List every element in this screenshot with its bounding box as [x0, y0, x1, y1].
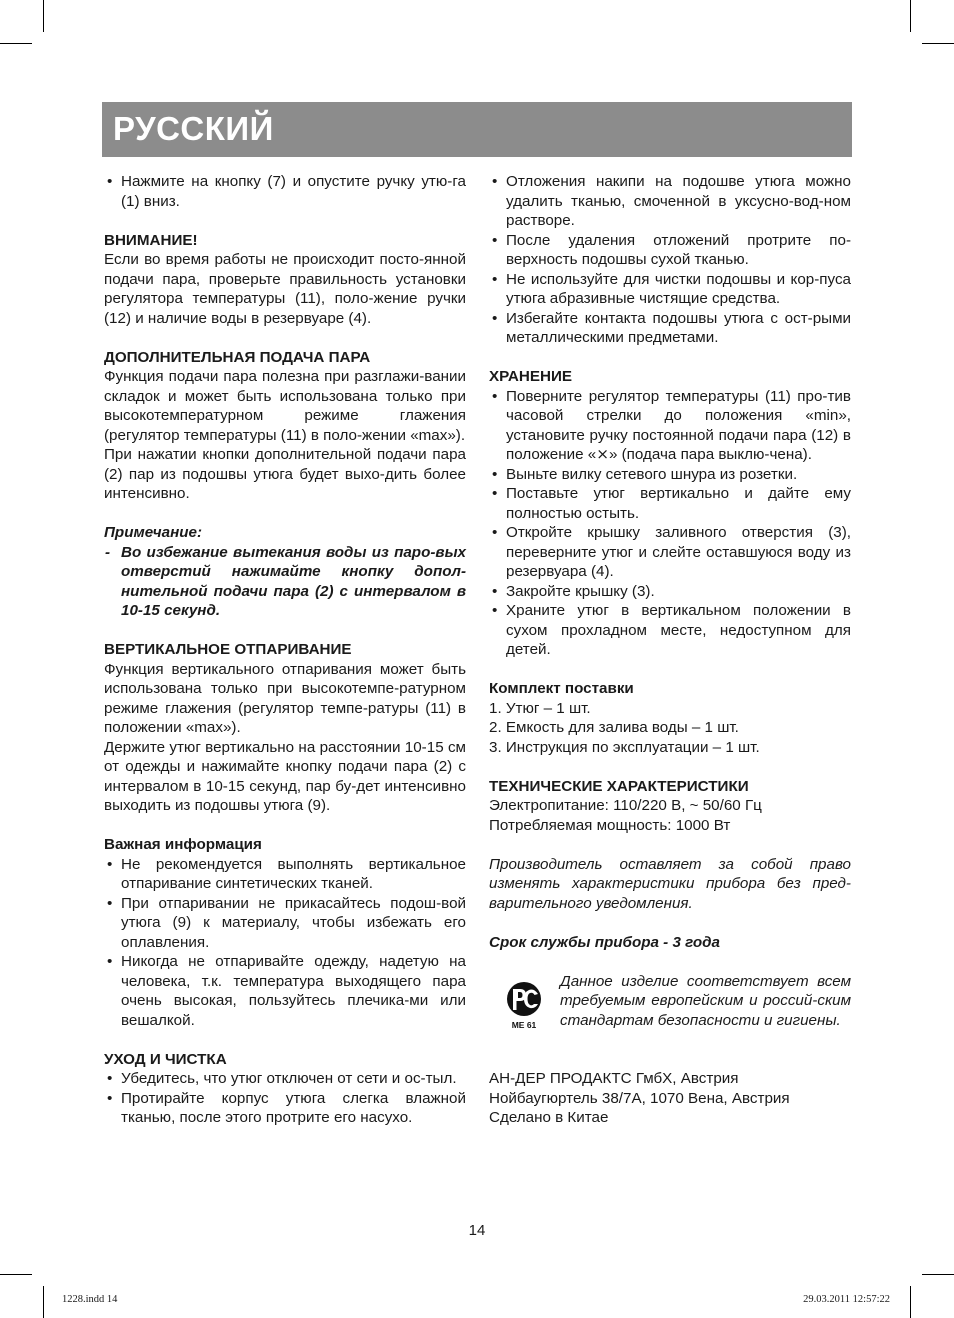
- logo-code: ME 61: [511, 1019, 537, 1030]
- package-list: [489, 699, 851, 758]
- certification-text: Данное изделие соответствует всем требуемым европейским и россий-ским стандартам безопасности и гигиены.: [560, 972, 851, 1029]
- important-list: [104, 855, 466, 1031]
- list-item: • При отпаривании не прикасайтесь подош-вой утюга (9) к материалу, чтобы избежать его оплавления.: [104, 894, 466, 953]
- paragraph: Функция подачи пара полезна при разглажи-вании складок и может быть использована только при высокотемпературном режиме глажения (регулятор температуры (11) в поло-жении «max»).: [104, 368, 466, 444]
- rst-certification-logo-icon: [501, 980, 547, 1030]
- crop-mark: [0, 43, 32, 44]
- crop-mark: [910, 1286, 911, 1318]
- crop-mark: [922, 43, 954, 44]
- crop-mark: [910, 0, 911, 32]
- care-continued-list: [489, 172, 851, 348]
- crop-mark: [922, 1274, 954, 1275]
- list-item: • Избегайте контакта подошвы утюга с ост-рыми металлическими предметами.: [489, 309, 851, 348]
- crop-mark: [43, 1286, 44, 1318]
- service-life: Срок службы прибора - 3 года: [489, 933, 720, 951]
- list-item: • Не рекомендуется выполнять вертикальное отпаривание синтетических тканей.: [104, 855, 466, 894]
- list-item: • Не используйте для чистки подошвы и кор-пуса утюга абразивные чистящие средства.: [489, 270, 851, 309]
- paragraph: Функция вертикального отпаривания может быть использована только при высокотемпе-ратурном режиме глажения (регулятор темпе-ратуры (11) в положении «max»).: [104, 660, 466, 736]
- important-heading: Важная информация: [104, 836, 262, 853]
- list-item: 1. Утюг – 1 шт.: [489, 699, 591, 717]
- page-number: 14: [468, 1222, 486, 1239]
- paragraph: При нажатии кнопки дополнительной подачи пара (2) пар из подошвы утюга будет выхо-дить более интенсивно.: [104, 446, 466, 502]
- paragraph: Держите утюг вертикально на расстоянии 10-15 см от одежды и нажимайте кнопку подачи пара (2) с интервалом в 10-15 секунд, пар бу-дет интенсивно выходить из подошвы утюга (9).: [104, 738, 466, 814]
- intro-list: [104, 172, 466, 211]
- note-list: [104, 543, 466, 621]
- manufacturer-line: АН-ДЕР ПРОДАКТС ГмбХ, Австрия: [489, 1070, 739, 1087]
- disclaimer: Производитель оставляет за собой право изменять характеристики прибора без пред-варительного уведомления.: [489, 855, 851, 912]
- list-item: • Выньте вилку сетевого шнура из розетки.: [489, 465, 851, 485]
- list-item: • Убедитесь, что утюг отключен от сети и ос-тыл.: [104, 1069, 466, 1089]
- list-item: • Закройте крышку (3).: [489, 582, 851, 602]
- slug-date: 29.03.2011 12:57:22: [803, 1294, 890, 1305]
- storage-heading: ХРАНЕНИЕ: [489, 368, 573, 385]
- attention-heading: ВНИМАНИЕ!: [104, 231, 198, 249]
- language-banner: [102, 102, 852, 157]
- spec-line: Электропитание: 110/220 В, ~ 50/60 Гц: [489, 797, 762, 814]
- specs-heading: ТЕХНИЧЕСКИЕ ХАРАКТЕРИСТИКИ: [489, 777, 749, 795]
- vertical-steam-heading: ВЕРТИКАЛЬНОЕ ОТПАРИВАНИЕ: [104, 641, 352, 658]
- list-item: • После удаления отложений протрите по-верхность подошвы сухой тканью.: [489, 231, 851, 270]
- list-item: • Никогда не отпаривайте одежду, надетую на человека, т.к. температура выходящего пара очень высокая, пользуйтесь плечика-ми или вешалкой.: [104, 952, 466, 1030]
- crop-mark: [43, 0, 44, 32]
- certification-block: [489, 972, 851, 1050]
- manufacturer-line: Сделано в Китае: [489, 1109, 609, 1126]
- care-list: [104, 1069, 466, 1128]
- list-item: • Протирайте корпус утюга слегка влажной тканью, после этого протрите его насухо.: [104, 1089, 466, 1128]
- list-item: 3. Инструкция по эксплуатации – 1 шт.: [489, 738, 760, 756]
- spec-line: Потребляемая мощность: 1000 Вт: [489, 816, 731, 834]
- care-heading: УХОД И ЧИСТКА: [104, 1050, 227, 1068]
- list-item: • Храните утюг в вертикальном положении в сухом прохладном месте, недоступном для детей.: [489, 601, 851, 660]
- list-item: - Во избежание вытекания воды из паро-вых отверстий нажимайте кнопку допол-нительной подачи пара (2) с интервалом в 10-15 секунд.: [104, 543, 466, 621]
- list-item: • Нажмите на кнопку (7) и опустите ручку утю-га (1) вниз.: [104, 172, 466, 211]
- note-heading: Примечание:: [104, 524, 203, 541]
- storage-list: [489, 387, 851, 660]
- package-heading: Комплект поставки: [489, 680, 634, 697]
- left-column: [104, 172, 466, 1128]
- right-column: [489, 172, 851, 1128]
- attention-text: Если во время работы не происходит посто-янной подачи пара, проверьте правильность установки регулятора температуры (11), поло-жение ручки (12) и наличие воды в резервуаре (4).: [104, 251, 466, 327]
- list-item: • Отложения накипи на подошве утюга можно удалить тканью, смоченной в уксусно-вод-ном растворе.: [489, 172, 851, 231]
- crop-mark: [0, 1274, 32, 1275]
- slug-file: 1228.indd 14: [62, 1294, 118, 1305]
- extra-steam-heading: ДОПОЛНИТЕЛЬНАЯ ПОДАЧА ПАРА: [104, 348, 371, 366]
- list-item: • Поверните регулятор температуры (11) про-тив часовой стрелки до положения «min», установите ручку постоянной подачи пара (12) в положение «⨯» (подача пара выклю-чена).: [489, 387, 851, 465]
- manufacturer-line: Нойбаугюртель 38/7А, 1070 Вена, Австрия: [489, 1089, 790, 1107]
- list-item: 2. Емкость для залива воды – 1 шт.: [489, 719, 739, 736]
- list-item: • Поставьте утюг вертикально и дайте ему полностью остыть.: [489, 484, 851, 523]
- list-item: • Откройте крышку заливного отверстия (3), переверните утюг и слейте оставшуюся воду из резервуара (4).: [489, 523, 851, 582]
- page-title: РУССКИЙ: [113, 110, 274, 147]
